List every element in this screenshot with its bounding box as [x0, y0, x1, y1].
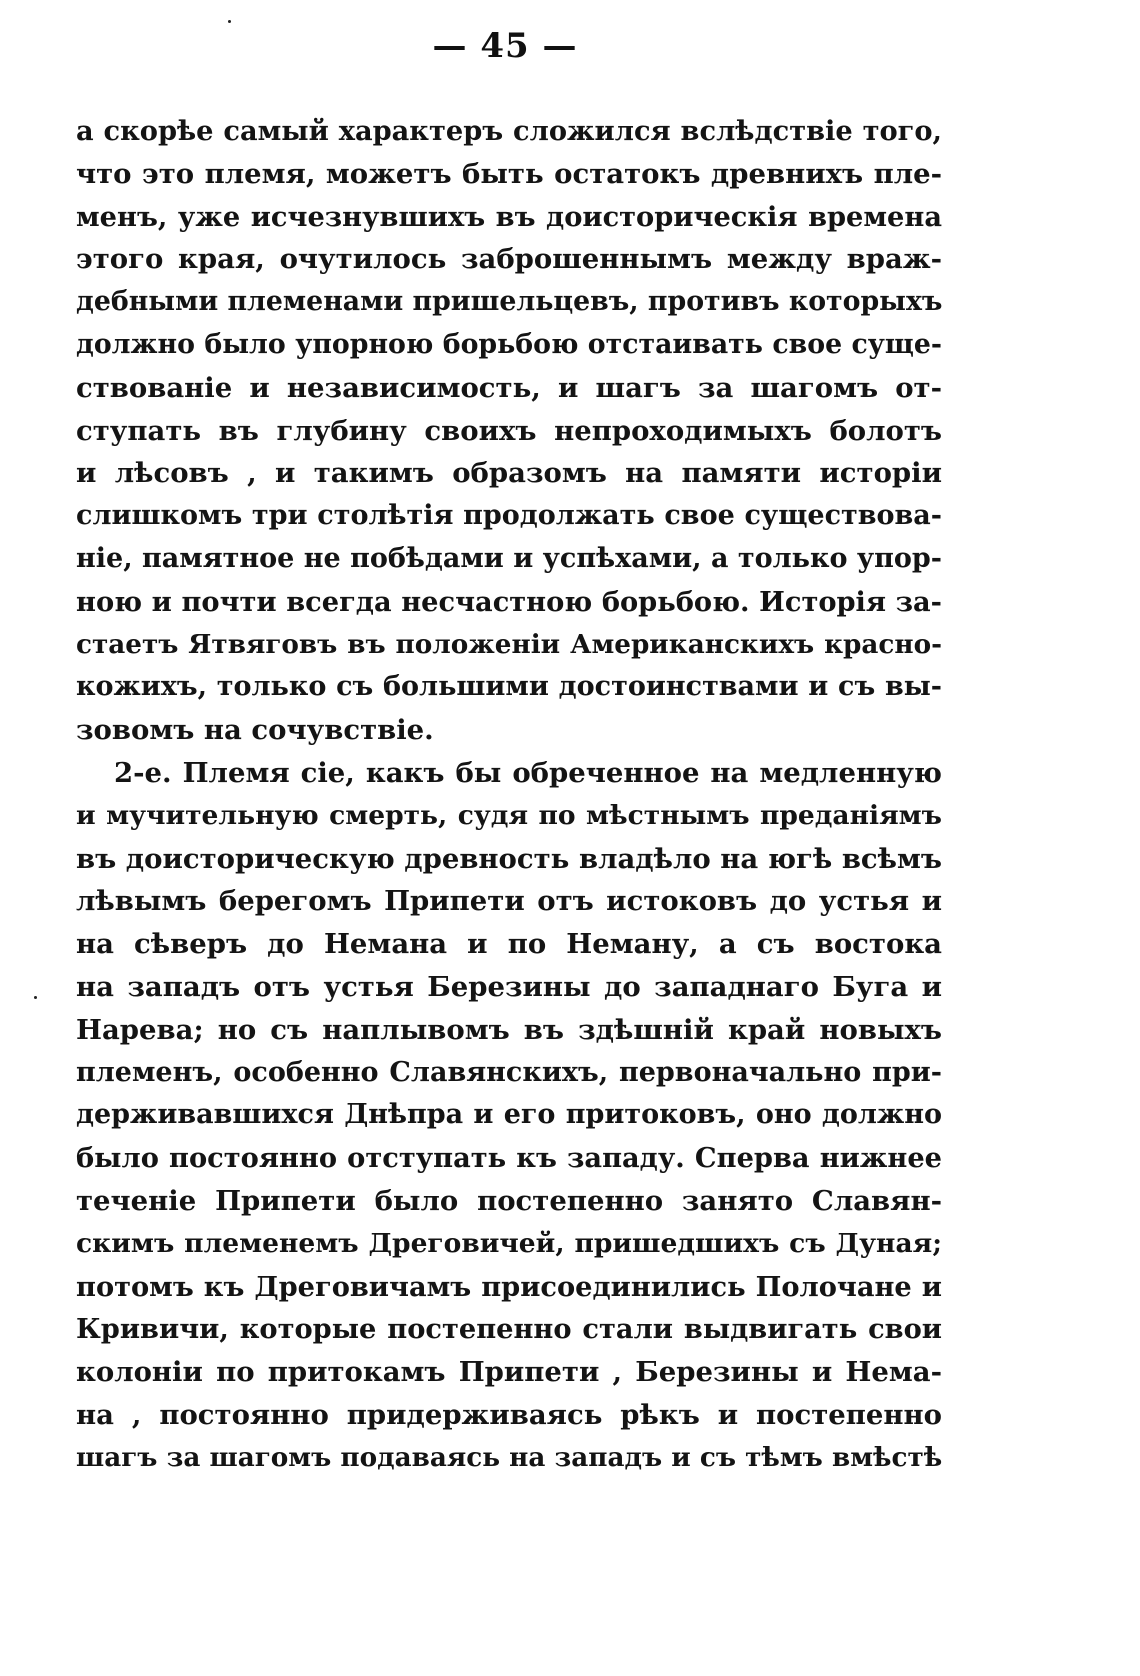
text-line: скимъ племенемъ Дреговичей, пришедшихъ съ Дуная; [76, 1227, 942, 1259]
text-line: племенъ, особенно Славянскихъ, первоначально при- [76, 1056, 942, 1088]
text-line: и мучительную смерть, судя по мѣстнымъ преданіямъ [76, 799, 942, 831]
text-line: на западъ отъ устья Березины до западнаго Буга и [76, 970, 942, 1003]
text-line: ніе, памятное не побѣдами и успѣхами, а только упор- [76, 542, 943, 574]
print-speck [34, 996, 37, 999]
text-line: ною и почти всегда несчастною борьбою. Исторія за- [76, 585, 942, 618]
text-line: лѣвымъ берегомъ Припети отъ истоковъ до устья и [76, 885, 942, 918]
text-line: кожихъ, только съ большими достоинствами и съ вы- [76, 671, 942, 703]
text-line: было постоянно отступать къ западу. Сперва нижнее [76, 1142, 942, 1175]
text-line: зовомъ на сочувствіе. [76, 714, 434, 747]
text-line: должно было упорною борьбою отстаивать свое суще- [76, 328, 942, 360]
text-line: ступать въ глубину своихъ непроходимыхъ болотъ [76, 414, 942, 447]
text-line: Кривичи, которые постепенно стали выдвигать свои [76, 1313, 942, 1346]
text-line: дебными племенами пришельцевъ, противъ которыхъ [76, 286, 943, 318]
text-line: Нарева; но съ наплывомъ въ здѣшній край новыхъ [76, 1013, 942, 1046]
text-line: и лѣсовъ , и такимъ образомъ на памяти исторіи [76, 457, 942, 490]
text-line: на сѣверъ до Немана и по Неману, а съ востока [76, 928, 942, 961]
text-line: въ доисторическую древность владѣло на югѣ всѣмъ [76, 842, 942, 875]
text-line: теченіе Припети было постепенно занято Славян- [76, 1184, 942, 1217]
text-line: что это племя, можетъ быть остатокъ древнихъ пле- [76, 157, 942, 190]
text-line: слишкомъ три столѣтія продолжать свое существова- [76, 500, 942, 532]
body-text [76, 110, 942, 1480]
text-line: ствованіе и независимость, и шагъ за шагомъ от- [76, 371, 942, 404]
text-line: потомъ къ Дреговичамъ присоединились Полочане и [76, 1270, 942, 1303]
text-line: колоніи по притокамъ Припети , Березины и Нема- [76, 1356, 942, 1389]
text-line: шагъ за шагомъ подаваясь на западъ и съ тѣмъ вмѣстѣ [76, 1441, 943, 1473]
paragraph-2 [76, 752, 942, 1480]
text-line: этого края, очутилось заброшеннымъ между враж- [76, 243, 942, 276]
text-line: менъ, уже исчезнувшихъ въ доисторическія времена [76, 200, 942, 233]
text-line: на , постоянно придерживаясь рѣкъ и постепенно [76, 1398, 942, 1431]
text-line: 2-е. Племя сіе, какъ бы обреченное на медленную [114, 756, 942, 789]
paragraph-1 [76, 110, 942, 752]
print-speck [228, 20, 231, 23]
text-line: стаетъ Ятвяговъ въ положеніи Американскихъ красно- [76, 628, 942, 660]
text-line: держивавшихся Днѣпра и его притоковъ, оно должно [76, 1099, 942, 1131]
page-number: — 45 — [432, 26, 578, 66]
text-line: а скорѣе самый характеръ сложился вслѣдствіе того, [76, 115, 942, 147]
